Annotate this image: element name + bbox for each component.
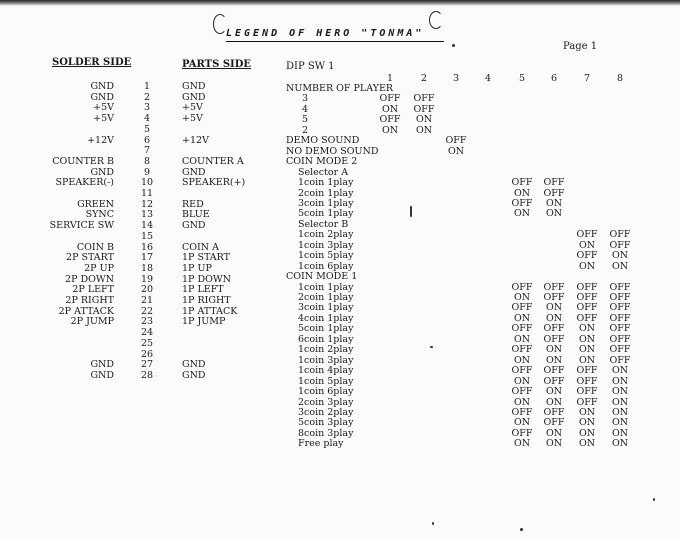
dip-switch-6-value: ON bbox=[545, 313, 563, 324]
solder-side-signal: GREEN bbox=[77, 199, 114, 210]
solder-side-signal: +5V bbox=[93, 102, 114, 113]
pin-number: 18 bbox=[140, 263, 154, 274]
pin-number: 23 bbox=[140, 316, 154, 327]
dip-switch-7-value: ON bbox=[578, 355, 596, 366]
dip-switch-2-value: ON bbox=[415, 125, 433, 136]
dip-switch-7-value: OFF bbox=[576, 376, 598, 387]
dip-setting-label: 1coin 2play bbox=[298, 229, 354, 240]
dip-switch-8-value: ON bbox=[611, 438, 629, 449]
dip-switch-7-value: ON bbox=[578, 428, 596, 439]
pin-number: 13 bbox=[140, 209, 154, 220]
solder-side-signal: 2P LEFT bbox=[72, 284, 114, 295]
pin-number: 28 bbox=[140, 370, 154, 381]
scan-speck bbox=[432, 522, 434, 525]
solder-side-signal: +12V bbox=[87, 135, 114, 146]
solder-side-signal: 2P RIGHT bbox=[65, 295, 114, 306]
dip-switch-6-value: ON bbox=[545, 438, 563, 449]
parts-side-signal: 1P ATTACK bbox=[182, 306, 238, 317]
dip-switch-header: DIP SW 1 bbox=[286, 61, 335, 72]
dip-switch-6-value: ON bbox=[545, 344, 563, 355]
dip-switch-6-value: ON bbox=[545, 428, 563, 439]
pin-number: 4 bbox=[143, 113, 151, 124]
dip-switch-7-value: ON bbox=[578, 334, 596, 345]
scan-speck bbox=[452, 44, 455, 47]
parts-side-signal: GND bbox=[182, 167, 206, 178]
dip-switch-5-value: OFF bbox=[511, 428, 533, 439]
dip-switch-7-value: ON bbox=[578, 323, 596, 334]
dip-switch-5-value: ON bbox=[513, 417, 531, 428]
parts-side-signal: +12V bbox=[182, 135, 209, 146]
pin-number: 2 bbox=[143, 92, 151, 103]
switch-number-4: 4 bbox=[484, 73, 492, 84]
parts-side-signal: SPEAKER(+) bbox=[182, 177, 246, 188]
pin-number: 3 bbox=[143, 102, 151, 113]
pin-number: 20 bbox=[140, 284, 154, 295]
dip-switch-7-value: OFF bbox=[576, 250, 598, 261]
dip-switch-7-value: ON bbox=[578, 407, 596, 418]
dip-switch-8-value: OFF bbox=[609, 313, 631, 324]
dip-setting-label: 5coin 1play bbox=[298, 208, 354, 219]
dip-switch-6-value: OFF bbox=[543, 376, 565, 387]
solder-side-signal: 2P UP bbox=[84, 263, 114, 274]
dip-switch-7-value: ON bbox=[578, 417, 596, 428]
dip-switch-6-value: ON bbox=[545, 302, 563, 313]
parts-side-signal: +5V bbox=[182, 102, 203, 113]
dip-switch-8-value: OFF bbox=[609, 355, 631, 366]
dip-setting-label: 5coin 1play bbox=[298, 323, 354, 334]
dip-switch-8-value: OFF bbox=[609, 240, 631, 251]
pin-number: 14 bbox=[140, 220, 154, 231]
pin-number: 9 bbox=[143, 167, 151, 178]
dip-switch-7-value: ON bbox=[578, 438, 596, 449]
dip-switch-7-value: OFF bbox=[576, 229, 598, 240]
dip-switch-6-value: ON bbox=[545, 198, 563, 209]
parts-side-signal: 1P JUMP bbox=[182, 316, 226, 327]
scan-top-edge bbox=[0, 0, 680, 6]
scribble-mark bbox=[429, 11, 443, 29]
dip-switch-8-value: OFF bbox=[609, 302, 631, 313]
dip-switch-5-value: OFF bbox=[511, 323, 533, 334]
dip-setting-label: 1coin 2play bbox=[298, 344, 354, 355]
dip-switch-8-value: ON bbox=[611, 365, 629, 376]
pin-number: 27 bbox=[140, 359, 154, 370]
dip-switch-1-value: OFF bbox=[379, 114, 401, 125]
dip-switch-6-value: ON bbox=[545, 386, 563, 397]
parts-side-signal: 1P LEFT bbox=[182, 284, 224, 295]
dip-setting-label: 1coin 3play bbox=[298, 240, 354, 251]
parts-side-signal: COIN A bbox=[182, 242, 220, 253]
parts-side-signal: +5V bbox=[182, 113, 203, 124]
dip-switch-8-value: OFF bbox=[609, 323, 631, 334]
dip-switch-2-value: ON bbox=[415, 114, 433, 125]
dip-switch-6-value: OFF bbox=[543, 282, 565, 293]
solder-side-signal: GND bbox=[90, 370, 114, 381]
dip-switch-7-value: OFF bbox=[576, 313, 598, 324]
dip-setting-label: 8coin 3play bbox=[298, 428, 354, 439]
solder-side-signal: GND bbox=[90, 81, 114, 92]
solder-side-signal: GND bbox=[90, 92, 114, 103]
pin-number: 26 bbox=[140, 349, 154, 360]
page-number: Page 1 bbox=[563, 41, 598, 52]
solder-side-header: SOLDER SIDE bbox=[52, 57, 132, 68]
parts-side-signal: GND bbox=[182, 81, 206, 92]
dip-setting-label: Selector B bbox=[298, 219, 349, 230]
dip-switch-5-value: ON bbox=[513, 397, 531, 408]
dip-switch-5-value: OFF bbox=[511, 344, 533, 355]
dip-setting-label: 3coin 1play bbox=[298, 302, 354, 313]
dip-switch-6-value: ON bbox=[545, 397, 563, 408]
solder-side-signal: COUNTER B bbox=[52, 156, 114, 167]
dip-switch-7-value: OFF bbox=[576, 365, 598, 376]
pin-number: 16 bbox=[140, 242, 154, 253]
dip-setting-label: 1coin 6play bbox=[298, 261, 354, 272]
dip-switch-6-value: OFF bbox=[543, 323, 565, 334]
scan-speck bbox=[410, 206, 412, 217]
dip-switch-6-value: OFF bbox=[543, 292, 565, 303]
dip-switch-5-value: OFF bbox=[511, 386, 533, 397]
dip-setting-label: 3coin 1play bbox=[298, 198, 354, 209]
dip-switch-7-value: ON bbox=[578, 261, 596, 272]
dip-switch-1-value: ON bbox=[381, 125, 399, 136]
dip-switch-7-value: OFF bbox=[576, 397, 598, 408]
dip-switch-6-value: OFF bbox=[543, 334, 565, 345]
dip-setting-label: 1coin 6play bbox=[298, 386, 354, 397]
dip-switch-8-value: OFF bbox=[609, 282, 631, 293]
dip-setting-label: 1coin 5play bbox=[298, 250, 354, 261]
scan-speck bbox=[430, 346, 433, 348]
pin-number: 10 bbox=[140, 177, 154, 188]
solder-side-signal: +5V bbox=[93, 113, 114, 124]
pin-number: 7 bbox=[143, 145, 151, 156]
dip-switch-6-value: OFF bbox=[543, 188, 565, 199]
switch-number-6: 6 bbox=[550, 73, 558, 84]
switch-number-1: 1 bbox=[386, 73, 394, 84]
switch-number-3: 3 bbox=[452, 73, 460, 84]
dip-setting-label: 1coin 5play bbox=[298, 376, 354, 387]
dip-setting-label: 3coin 2play bbox=[298, 407, 354, 418]
parts-side-signal: 1P RIGHT bbox=[182, 295, 231, 306]
dip-setting-label: 5 bbox=[302, 114, 309, 125]
parts-side-signal: BLUE bbox=[182, 209, 210, 220]
dip-switch-5-value: ON bbox=[513, 355, 531, 366]
parts-side-signal: RED bbox=[182, 199, 204, 210]
pin-number: 22 bbox=[140, 306, 154, 317]
dip-switch-6-value: ON bbox=[545, 208, 563, 219]
dip-switch-7-value: ON bbox=[578, 344, 596, 355]
dip-switch-5-value: ON bbox=[513, 313, 531, 324]
document-title: LEGEND OF HERO "TONMA" bbox=[226, 28, 425, 39]
dip-setting-label: 2coin 1play bbox=[298, 292, 354, 303]
dip-setting-label: 5coin 3play bbox=[298, 417, 354, 428]
dip-setting-label: DEMO SOUND bbox=[286, 135, 360, 146]
dip-setting-label: 2 bbox=[302, 125, 309, 136]
dip-switch-8-value: OFF bbox=[609, 344, 631, 355]
solder-side-signal: SYNC bbox=[85, 209, 114, 220]
dip-setting-label: 4coin 1play bbox=[298, 313, 354, 324]
dip-setting-label: COIN MODE 1 bbox=[286, 271, 358, 282]
dip-switch-1-value: OFF bbox=[379, 93, 401, 104]
dip-switch-8-value: ON bbox=[611, 386, 629, 397]
solder-side-signal: COIN B bbox=[76, 242, 114, 253]
dip-switch-7-value: OFF bbox=[576, 282, 598, 293]
dip-switch-7-value: OFF bbox=[576, 386, 598, 397]
dip-switch-5-value: OFF bbox=[511, 365, 533, 376]
solder-side-signal: 2P DOWN bbox=[65, 274, 114, 285]
switch-number-8: 8 bbox=[616, 73, 624, 84]
scan-speck bbox=[653, 498, 655, 501]
dip-switch-2-value: OFF bbox=[413, 93, 435, 104]
dip-switch-6-value: OFF bbox=[543, 365, 565, 376]
dip-switch-8-value: ON bbox=[611, 250, 629, 261]
parts-side-signal: 1P DOWN bbox=[182, 274, 231, 285]
dip-switch-5-value: OFF bbox=[511, 407, 533, 418]
dip-setting-label: Free play bbox=[298, 438, 344, 449]
parts-side-header: PARTS SIDE bbox=[182, 59, 252, 70]
dip-switch-2-value: OFF bbox=[413, 104, 435, 115]
dip-switch-5-value: OFF bbox=[511, 282, 533, 293]
pin-number: 17 bbox=[140, 252, 154, 263]
parts-side-signal: GND bbox=[182, 220, 206, 231]
solder-side-signal: 2P JUMP bbox=[70, 316, 114, 327]
dip-setting-label: 2coin 1play bbox=[298, 188, 354, 199]
parts-side-signal: GND bbox=[182, 359, 206, 370]
pin-number: 6 bbox=[143, 135, 151, 146]
parts-side-signal: GND bbox=[182, 370, 206, 381]
scan-speck bbox=[520, 528, 523, 531]
title-underline bbox=[226, 41, 444, 42]
solder-side-signal: 2P ATTACK bbox=[58, 306, 114, 317]
pin-number: 5 bbox=[143, 124, 151, 135]
dip-switch-1-value: ON bbox=[381, 104, 399, 115]
pin-number: 24 bbox=[140, 327, 154, 338]
dip-switch-8-value: OFF bbox=[609, 292, 631, 303]
dip-switch-7-value: OFF bbox=[576, 292, 598, 303]
dip-switch-5-value: ON bbox=[513, 292, 531, 303]
switch-number-7: 7 bbox=[583, 73, 591, 84]
dip-switch-7-value: OFF bbox=[576, 302, 598, 313]
parts-side-signal: 1P UP bbox=[182, 263, 212, 274]
dip-switch-6-value: OFF bbox=[543, 177, 565, 188]
dip-setting-label: COIN MODE 2 bbox=[286, 156, 358, 167]
parts-side-signal: 1P START bbox=[182, 252, 230, 263]
dip-setting-label: 6coin 1play bbox=[298, 334, 354, 345]
dip-switch-5-value: ON bbox=[513, 438, 531, 449]
dip-setting-label: 1coin 1play bbox=[298, 282, 354, 293]
pin-number: 8 bbox=[143, 156, 151, 167]
dip-setting-label: 1coin 4play bbox=[298, 365, 354, 376]
dip-switch-3-value: OFF bbox=[445, 135, 467, 146]
solder-side-signal: GND bbox=[90, 167, 114, 178]
dip-switch-6-value: OFF bbox=[543, 417, 565, 428]
parts-side-signal: COUNTER A bbox=[182, 156, 244, 167]
dip-switch-8-value: ON bbox=[611, 261, 629, 272]
switch-number-5: 5 bbox=[518, 73, 526, 84]
solder-side-signal: 2P START bbox=[66, 252, 114, 263]
dip-setting-label: 2coin 3play bbox=[298, 397, 354, 408]
dip-switch-6-value: OFF bbox=[543, 407, 565, 418]
dip-switch-8-value: ON bbox=[611, 397, 629, 408]
dip-switch-8-value: OFF bbox=[609, 334, 631, 345]
dip-switch-6-value: ON bbox=[545, 355, 563, 366]
dip-setting-label: 4 bbox=[302, 104, 309, 115]
dip-switch-5-value: ON bbox=[513, 334, 531, 345]
dip-setting-label: NO DEMO SOUND bbox=[286, 146, 379, 157]
pin-number: 1 bbox=[143, 81, 151, 92]
pin-number: 11 bbox=[140, 188, 154, 199]
dip-switch-8-value: ON bbox=[611, 407, 629, 418]
solder-side-signal: GND bbox=[90, 359, 114, 370]
dip-switch-5-value: OFF bbox=[511, 198, 533, 209]
pin-number: 21 bbox=[140, 295, 154, 306]
dip-switch-8-value: OFF bbox=[609, 229, 631, 240]
dip-switch-8-value: ON bbox=[611, 376, 629, 387]
parts-side-signal: GND bbox=[182, 92, 206, 103]
solder-side-signal: SERVICE SW bbox=[49, 220, 114, 231]
dip-setting-label: 3 bbox=[302, 93, 309, 104]
dip-switch-8-value: ON bbox=[611, 428, 629, 439]
pin-number: 25 bbox=[140, 338, 154, 349]
scribble-mark bbox=[213, 14, 227, 34]
dip-switch-5-value: OFF bbox=[511, 302, 533, 313]
dip-switch-7-value: ON bbox=[578, 240, 596, 251]
dip-setting-label: 1coin 3play bbox=[298, 355, 354, 366]
pin-number: 19 bbox=[140, 274, 154, 285]
dip-switch-3-value: ON bbox=[447, 146, 465, 157]
switch-number-2: 2 bbox=[420, 73, 428, 84]
pin-number: 12 bbox=[140, 199, 154, 210]
dip-setting-label: NUMBER OF PLAYER bbox=[286, 83, 394, 94]
dip-setting-label: Selector A bbox=[298, 167, 349, 178]
solder-side-signal: SPEAKER(-) bbox=[55, 177, 114, 188]
dip-switch-5-value: OFF bbox=[511, 177, 533, 188]
dip-switch-5-value: ON bbox=[513, 208, 531, 219]
dip-setting-label: 1coin 1play bbox=[298, 177, 354, 188]
dip-switch-5-value: ON bbox=[513, 376, 531, 387]
pin-number: 15 bbox=[140, 231, 154, 242]
dip-switch-8-value: ON bbox=[611, 417, 629, 428]
dip-switch-5-value: ON bbox=[513, 188, 531, 199]
